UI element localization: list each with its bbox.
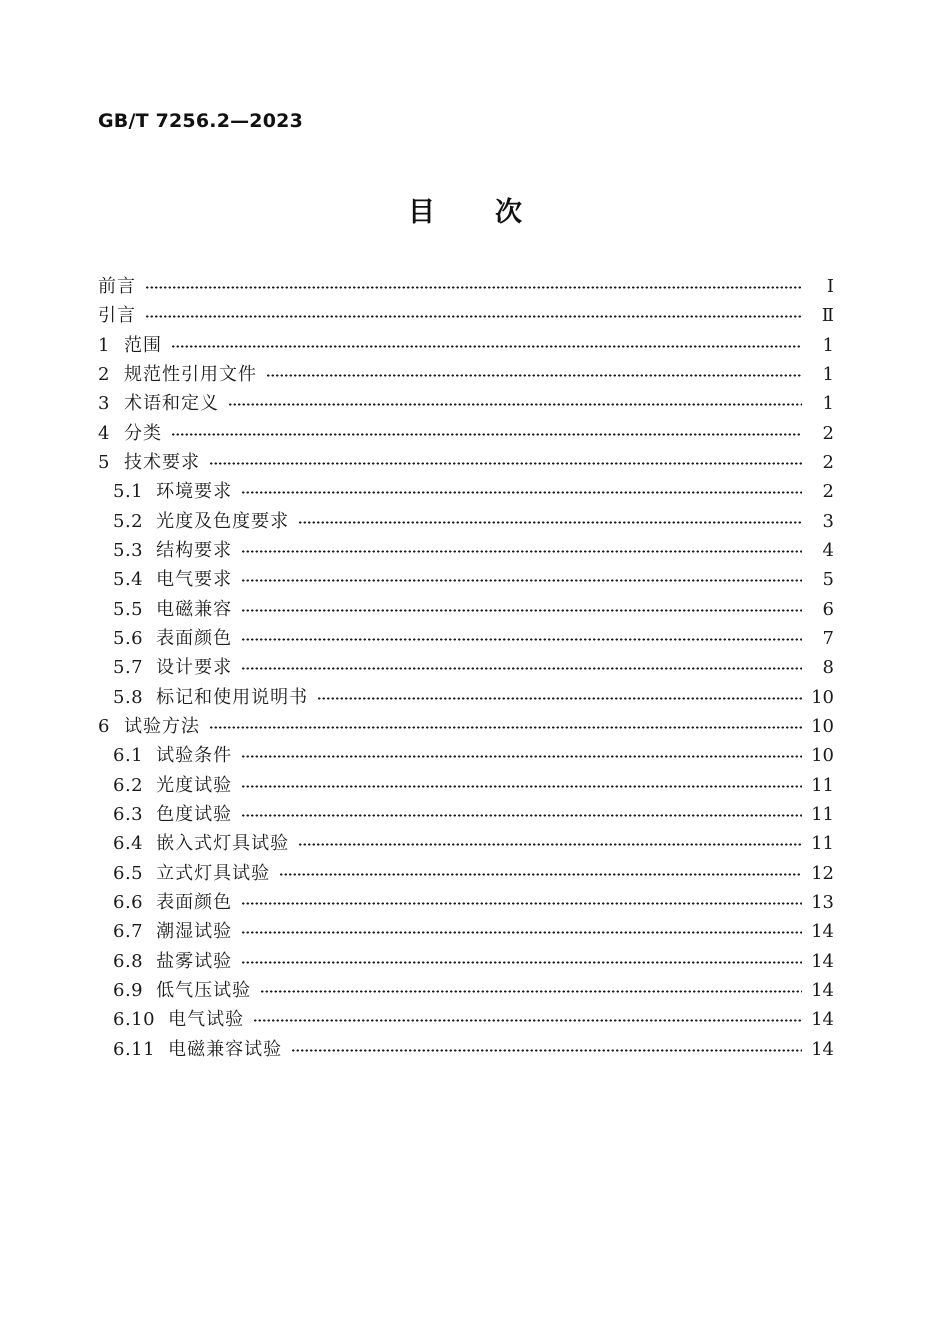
toc-entry-page: 14 (811, 950, 834, 972)
toc-entry-page: 14 (811, 979, 834, 1001)
dot-leader (241, 609, 802, 612)
toc-entry (98, 976, 834, 1005)
dot-leader (291, 1049, 802, 1052)
toc-entry-number: 6.8 (113, 950, 144, 972)
toc-entry-title: 环境要求 (156, 481, 233, 503)
toc-entry-title: 前言 (98, 276, 136, 297)
dot-leader (241, 579, 802, 582)
toc-entry-title: 光度及色度要求 (156, 510, 290, 532)
toc-entry-title: 低气压试验 (156, 979, 252, 1001)
dot-leader (241, 961, 802, 964)
standard-number: GB/T 7256.2—2023 (98, 110, 303, 132)
toc-entry-title: 色度试验 (156, 803, 233, 825)
toc-entry-number: 6.5 (113, 862, 144, 884)
toc-entry-page: 7 (822, 627, 834, 649)
toc-entry (98, 565, 834, 594)
toc-entry (98, 507, 834, 536)
toc-entry-title: 电气试验 (168, 1009, 245, 1031)
toc-entry-number: 6.9 (113, 979, 144, 1001)
toc-entry (98, 419, 834, 448)
toc-entry-title: 技术要求 (123, 451, 200, 473)
dot-leader (241, 755, 802, 758)
toc-entry-page: 8 (822, 657, 834, 679)
toc-entry-page: 11 (811, 833, 834, 855)
dot-leader (241, 902, 802, 905)
toc-entry-title: 试验方法 (123, 715, 200, 737)
toc-entry (98, 448, 834, 477)
toc-entry (98, 800, 834, 829)
toc-entry (98, 272, 834, 301)
toc-entry-page: 1 (822, 363, 834, 385)
toc-entry-title: 设计要求 (156, 657, 233, 679)
dot-leader (266, 374, 802, 377)
toc-entry-title: 表面颜色 (156, 627, 233, 649)
toc-entry-page: 11 (811, 774, 834, 796)
toc-entry-page: 2 (822, 422, 834, 444)
toc-entry-number: 5.2 (113, 510, 144, 532)
toc-entry (98, 360, 834, 389)
toc-entry-page: 1 (822, 393, 834, 415)
toc-entry (98, 595, 834, 624)
toc-entry-number: 5.4 (113, 569, 144, 591)
dot-leader (145, 286, 802, 289)
toc-entry-title: 引言 (98, 305, 136, 327)
toc-entry (98, 1005, 834, 1034)
toc-entry (98, 653, 834, 682)
dot-leader (317, 697, 802, 700)
dot-leader (241, 491, 802, 494)
toc-entry (98, 536, 834, 565)
toc-entry-title: 电磁兼容 (156, 598, 233, 620)
toc-entry-page: 10 (811, 686, 834, 708)
toc-entry-title: 规范性引用文件 (123, 363, 257, 385)
toc-entry-number: 5.5 (113, 598, 144, 620)
toc-entry-page: 14 (811, 921, 834, 943)
dot-leader (298, 843, 802, 846)
toc-entry-number: 6.1 (113, 745, 144, 767)
toc-entry-title: 范围 (123, 334, 162, 356)
dot-leader (241, 814, 802, 817)
toc-entry (98, 859, 834, 888)
dot-leader (298, 521, 802, 524)
toc-entry (98, 301, 834, 330)
toc-entry-number: 6.10 (113, 1009, 156, 1031)
dot-leader (171, 345, 802, 348)
toc-entry (98, 947, 834, 976)
toc-entry-number: 5.3 (113, 539, 144, 561)
dot-leader (171, 433, 802, 436)
toc-entry-page: 10 (811, 715, 834, 737)
toc-entry-number: 6.2 (113, 774, 144, 796)
toc-entry-title: 标记和使用说明书 (156, 686, 309, 708)
toc-entry-title: 光度试验 (156, 774, 233, 796)
toc-entry-page: 6 (822, 598, 834, 620)
toc-entry-title: 嵌入式灯具试验 (156, 833, 290, 855)
dot-leader (253, 1019, 802, 1022)
toc-entry-page: 2 (822, 481, 834, 503)
dot-leader (228, 403, 802, 406)
toc-entry-title: 结构要求 (156, 539, 233, 561)
toc-entry (98, 477, 834, 506)
toc-entry (98, 389, 834, 418)
dot-leader (279, 873, 802, 876)
toc-entry-page: 1 (822, 334, 834, 356)
toc-entry-number: 2 (98, 363, 110, 385)
toc-entry (98, 771, 834, 800)
toc-entry-number: 1 (98, 334, 110, 356)
toc-entry (98, 888, 834, 917)
toc-entry-title: 盐雾试验 (156, 950, 233, 972)
dot-leader (241, 667, 802, 670)
toc-entry (98, 917, 834, 946)
dot-leader (260, 990, 802, 993)
dot-leader (241, 785, 802, 788)
toc-entry (98, 624, 834, 653)
toc-entry-page: 5 (822, 569, 834, 591)
toc-entry-number: 5.6 (113, 627, 144, 649)
toc-entry-number: 6.3 (113, 803, 144, 825)
toc-entry-number: 6.4 (113, 833, 144, 855)
toc-entry-page: Ⅰ (826, 276, 834, 297)
toc-entry-title: 分类 (123, 422, 162, 444)
toc-entry-page: 4 (822, 539, 834, 561)
toc-entry-page: 3 (822, 510, 834, 532)
page-title: 目 次 (408, 197, 524, 228)
toc-entry-page: 13 (811, 891, 834, 913)
toc-entry-number: 4 (98, 422, 110, 444)
toc-entry-page: 14 (811, 1009, 834, 1031)
toc-entry-number: 3 (98, 393, 110, 415)
toc-entry-number: 5.8 (113, 686, 144, 708)
toc-entry (98, 1035, 834, 1064)
toc-entry (98, 683, 834, 712)
toc-entry-page: Ⅱ (821, 305, 834, 327)
toc-entry-number: 6 (98, 715, 110, 737)
toc-entry-page: 2 (822, 451, 834, 473)
table-of-contents (98, 272, 834, 1064)
dot-leader (241, 638, 802, 641)
toc-entry-number: 6.6 (113, 891, 144, 913)
toc-entry-page: 14 (811, 1038, 834, 1060)
dot-leader (145, 315, 802, 318)
toc-entry-number: 5.7 (113, 657, 144, 679)
toc-entry-title: 电气要求 (156, 569, 233, 591)
toc-entry-title: 立式灯具试验 (156, 862, 271, 884)
dot-leader (241, 931, 802, 934)
toc-entry-title: 试验条件 (156, 745, 233, 767)
toc-entry-page: 12 (811, 862, 834, 884)
toc-entry-title: 电磁兼容试验 (168, 1038, 283, 1060)
toc-entry-page: 11 (811, 803, 834, 825)
toc-entry-number: 5.1 (113, 481, 144, 503)
toc-entry-title: 潮湿试验 (156, 921, 233, 943)
toc-entry (98, 741, 834, 770)
toc-entry (98, 712, 834, 741)
toc-entry-number: 6.11 (113, 1038, 156, 1060)
toc-entry-number: 5 (98, 451, 110, 473)
dot-leader (209, 726, 802, 729)
toc-entry-title: 术语和定义 (123, 393, 219, 415)
dot-leader (241, 550, 802, 553)
dot-leader (209, 462, 802, 465)
toc-entry-page: 10 (811, 745, 834, 767)
toc-entry-number: 6.7 (113, 921, 144, 943)
toc-entry-title: 表面颜色 (156, 891, 233, 913)
toc-entry (98, 829, 834, 858)
toc-entry (98, 331, 834, 360)
